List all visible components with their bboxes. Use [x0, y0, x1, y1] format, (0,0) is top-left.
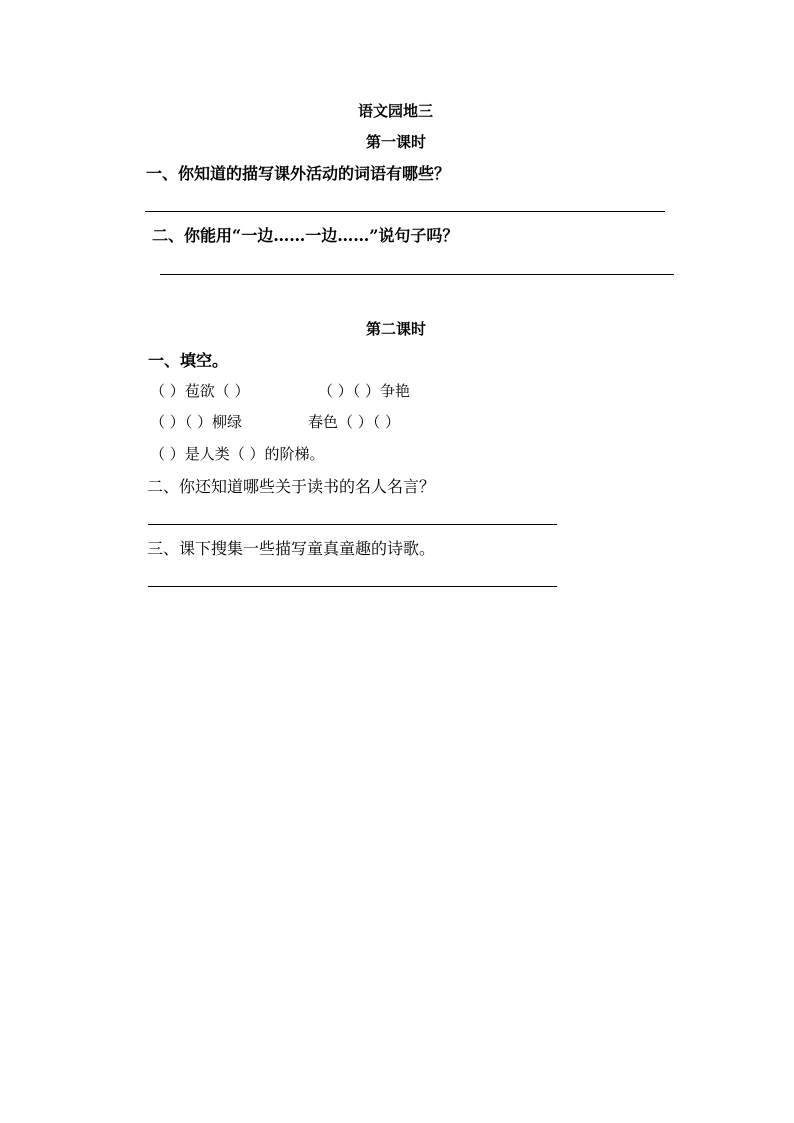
answer-line-1 — [145, 211, 665, 212]
fill-row-3: （ ）是人类（ ）的阶梯。 — [150, 445, 325, 463]
lesson-1-heading: 第一课时 — [366, 133, 427, 151]
lesson-1-question-2: 二、你能用“一边……一边……”说句子吗？ — [152, 226, 459, 245]
lesson-2-question-3: 三、课下搜集一些描写童真童趣的诗歌。 — [147, 539, 436, 558]
fill-row-1-left: （ ）苞欲（ ） — [150, 382, 250, 400]
answer-line-2 — [160, 274, 674, 275]
fill-row-2-left: （ ）（ ）柳绿 — [150, 413, 243, 431]
fill-in-title: 一、填空。 — [148, 351, 229, 370]
lesson-2-heading: 第二课时 — [366, 320, 427, 338]
fill-row-1-right: （ ）（ ）争艳 — [318, 382, 411, 400]
lesson-1-question-1: 一、你知道的描写课外活动的词语有哪些？ — [146, 164, 451, 183]
fill-row-2-right: 春色（ ）（ ） — [308, 413, 401, 431]
lesson-2-question-2: 二、你还知道哪些关于读书的名人名言？ — [147, 477, 436, 496]
document-title: 语文园地三 — [358, 102, 434, 120]
answer-line-3 — [148, 524, 557, 525]
answer-line-4 — [148, 586, 557, 587]
